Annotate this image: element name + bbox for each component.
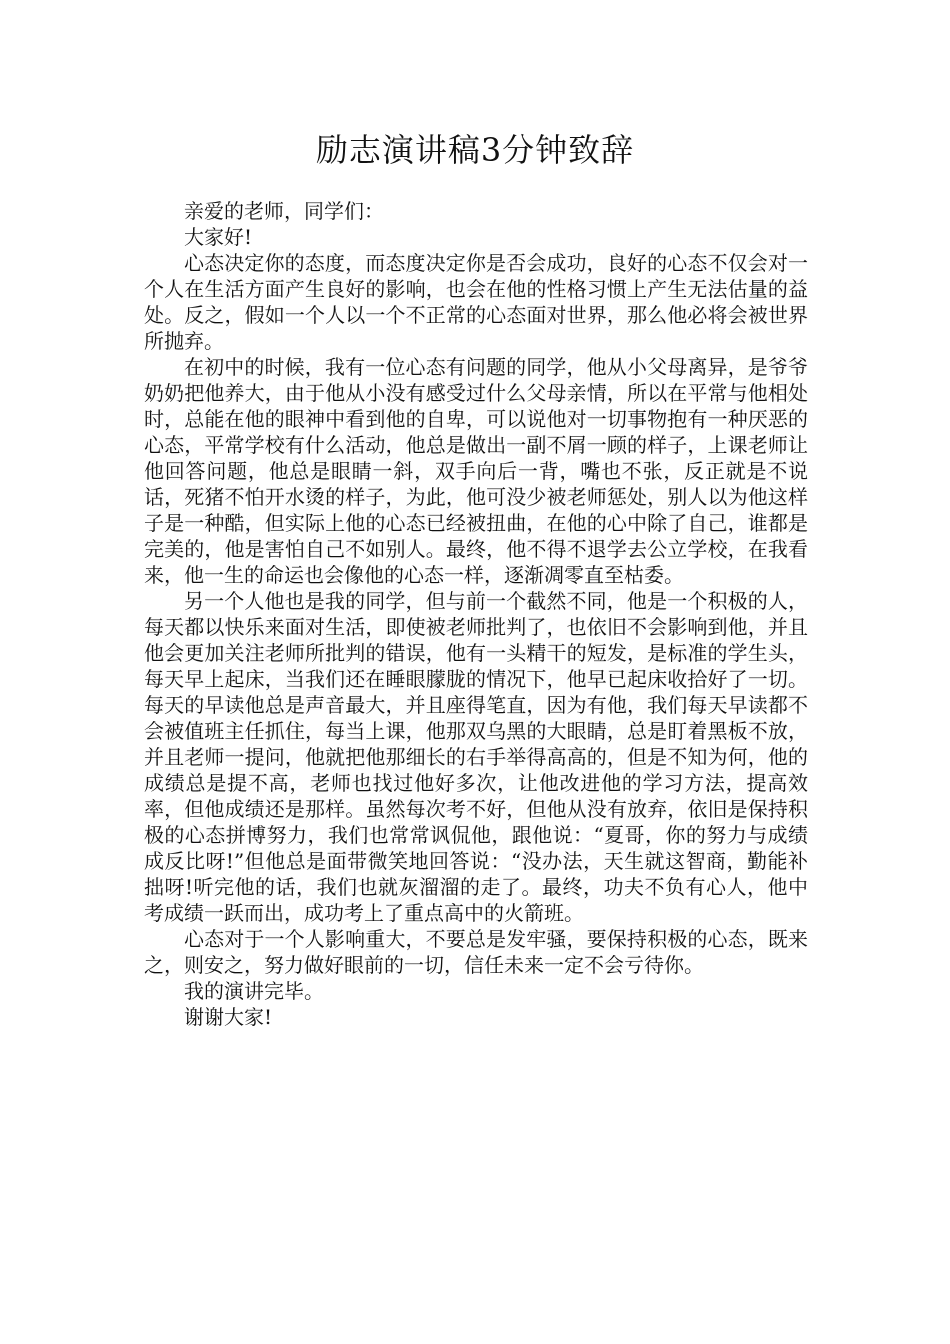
document-title: 励志演讲稿3分钟致辞: [315, 131, 635, 169]
document-body: [144, 198, 808, 1030]
greeting-paragraph: 大家好!: [184, 225, 253, 249]
body-paragraph: 心态对于一个人影响重大，不要总是发牢骚，要保持积极的心态，既来之，则安之，努力做好眼前的一切，信任未来一定不会亏待你。: [144, 927, 808, 977]
body-paragraph: 在初中的时候，我有一位心态有问题的同学，他从小父母离异，是爷爷奶奶把他养大，由于他从小没有感受过什么父母亲情，所以在平常与他相处时，总能在他的眼神中看到他的自卑，可以说他对一切事物抱有一种厌恶的心态，平常学校有什么活动，他总是做出一副不屑一顾的样子，上课老师让他回答问题，他总是眼睛一斜，双手向后一背，嘴也不张，反正就是不说话，死猪不怕开水烫的样子，为此，他可没少被老师惩处，别人以为他这样子是一种酷，但实际上他的心态已经被扭曲，在他的心中除了自己，谁都是完美的，他是害怕自己不如别人。最终，他不得不退学去公立学校，在我看来，他一生的命运也会像他的心态一样，逐渐凋零直至枯委。: [144, 355, 808, 587]
body-paragraph: 另一个人他也是我的同学，但与前一个截然不同，他是一个积极的人，每天都以快乐来面对生活，即使被老师批判了，也依旧不会影响到他，并且他会更加关注老师所批判的错误，他有一头精干的短发，是标准的学生头，每天早上起床，当我们还在睡眼朦胧的情况下，他早已起床收拾好了一切。每天的早读他总是声音最大，并且座得笔直，因为有他，我们每天早读都不会被值班主任抓住，每当上课，他那双乌黑的大眼睛，总是盯着黑板不放，并且老师一提问，他就把他那细长的右手举得高高的，但是不知为何，他的成绩总是提不高，老师也找过他好多次，让他改进他的学习方法，提高效率，但他成绩还是那样。虽然每次考不好，但他从没有放弃，依旧是保持积极的心态拼博努力，我们也常常讽侃他，跟他说：“夏哥，你的努力与成绩成反比呀!”但他总是面带微笑地回答说：“没办法，天生就这智商，勤能补拙呀!听完他的话，我们也就灰溜溜的走了。最终，功夫不负有心人，他中考成绩一跃而出，成功考上了重点高中的火箭班。: [144, 589, 808, 925]
closing-paragraph: 我的演讲完毕。: [184, 979, 324, 1003]
salutation-paragraph: 亲爱的老师，同学们：: [184, 199, 384, 223]
body-paragraph: 心态决定你的态度，而态度决定你是否会成功，良好的心态不仅会对一个人在生活方面产生良好的影响，也会在他的性格习惯上产生无法估量的益处。反之，假如一个人以一个不正常的心态面对世界，那么他必将会被世界所抛弃。: [144, 251, 808, 353]
thanks-paragraph: 谢谢大家!: [184, 1005, 273, 1029]
